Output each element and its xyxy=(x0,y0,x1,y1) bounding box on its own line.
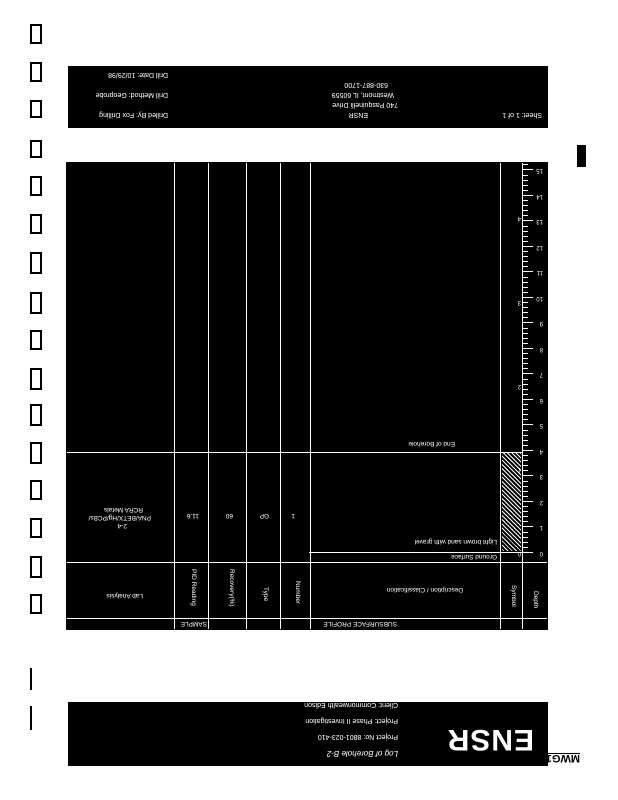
depth-tick xyxy=(523,511,528,512)
depth-tick xyxy=(523,328,528,329)
margin-mark xyxy=(30,252,42,274)
bates-stamp: MWG13-15_45622 xyxy=(487,752,580,764)
depth-tick xyxy=(523,302,528,303)
margin-mark xyxy=(30,140,42,158)
depth-tick xyxy=(523,256,528,257)
depth-tick xyxy=(523,384,528,385)
description-column-header: Description / Classification xyxy=(386,586,463,593)
sample-number: 1 xyxy=(291,512,295,519)
depth-ft-label: 3 xyxy=(539,473,543,480)
type-column-header: Type xyxy=(262,587,269,602)
company-address-1: 740 Pasquinelli Drive xyxy=(332,101,398,108)
margin-mark xyxy=(30,442,42,464)
depth-tick xyxy=(523,333,528,334)
depth-tick xyxy=(523,266,528,267)
depth-tick xyxy=(523,307,528,308)
depth-ft-label: 4 xyxy=(539,448,543,454)
depth-tick xyxy=(523,552,533,553)
margin-mark xyxy=(30,292,42,314)
depth-tick xyxy=(523,282,528,283)
depth-tick xyxy=(523,246,533,247)
log-footer xyxy=(68,66,548,128)
depth-tick xyxy=(523,353,528,354)
depth-tick xyxy=(523,287,528,288)
depth-tick xyxy=(523,323,533,324)
depth-tick xyxy=(523,374,533,375)
company-phone: 630-887-1700 xyxy=(344,81,388,88)
depth-tick xyxy=(523,379,528,380)
depth-tick xyxy=(523,210,528,211)
depth-tick xyxy=(523,164,528,165)
drill-date: Drill Date: 10/29/98 xyxy=(108,71,168,78)
sample-group-header: SAMPLE xyxy=(180,620,207,627)
depth-tick xyxy=(523,409,528,410)
sample-recovery: 60 xyxy=(225,512,233,519)
depth-tick xyxy=(523,430,528,431)
log-table xyxy=(66,142,548,630)
depth-tick xyxy=(523,470,528,471)
depth-m-label: 3 xyxy=(517,299,521,306)
project-number: Project No: 8801-023-410 xyxy=(317,733,398,740)
depth-tick xyxy=(523,389,528,390)
layer-description: Light brown sand with gravel xyxy=(414,538,497,545)
depth-tick xyxy=(523,394,528,395)
depth-tick xyxy=(523,170,533,171)
depth-ft-label: 9 xyxy=(539,320,543,327)
depth-ft-label: 0 xyxy=(539,550,543,556)
borehole-log xyxy=(68,66,548,766)
depth-tick xyxy=(523,358,528,359)
margin-mark xyxy=(30,176,42,196)
depth-tick xyxy=(523,486,528,487)
margin-mark xyxy=(30,330,42,350)
depth-tick xyxy=(523,297,533,298)
depth-tick xyxy=(523,465,528,466)
project-info xyxy=(304,692,398,758)
depth-tick xyxy=(523,272,533,273)
margin-mark xyxy=(30,100,42,118)
margin-mark xyxy=(30,480,42,500)
depth-ft-label: 1 xyxy=(539,524,543,531)
depth-tick xyxy=(523,419,528,420)
depth-tick xyxy=(523,450,533,451)
ground-surface-label: Ground Surface xyxy=(451,553,497,560)
depth-tick xyxy=(523,476,533,477)
drill-method: Drill Method: Geoprobe xyxy=(95,91,168,98)
log-title: Log of Borehole B-2 xyxy=(326,749,398,758)
symbol-column-header: Symbol xyxy=(510,585,517,607)
depth-tick xyxy=(523,506,528,507)
depth-tick xyxy=(523,195,533,196)
depth-ft-label: 2 xyxy=(539,499,543,505)
margin-mark xyxy=(30,706,32,730)
depth-tick xyxy=(523,435,528,436)
depth-tick xyxy=(523,368,528,369)
depth-tick xyxy=(523,516,528,517)
depth-tick xyxy=(523,226,528,227)
depth-tick xyxy=(523,185,528,186)
depth-tick xyxy=(523,144,533,145)
depth-tick xyxy=(523,445,528,446)
depth-ft-label: 14 xyxy=(536,193,543,199)
depth-tick xyxy=(523,292,528,293)
depth-tick xyxy=(523,481,528,482)
depth-tick xyxy=(523,532,528,533)
depth-tick xyxy=(523,414,528,415)
lab-depth: 2-4 xyxy=(117,522,127,529)
depth-tick xyxy=(523,231,528,232)
depth-m-label: 2 xyxy=(517,382,521,389)
depth-ft-label: 13 xyxy=(536,218,543,225)
margin-mark xyxy=(30,368,42,390)
depth-tick xyxy=(523,190,528,191)
depth-tick xyxy=(523,261,528,262)
depth-ft-label: 6 xyxy=(539,397,543,403)
project-name: Project: Phase II Investigation xyxy=(305,717,398,724)
depth-tick xyxy=(523,175,528,176)
margin-mark xyxy=(30,594,42,614)
lab-analytes: PNA/BETX/Hg/PCBs/ xyxy=(88,514,151,521)
margin-mark xyxy=(30,214,42,234)
sample-pid: 11.6 xyxy=(186,512,199,519)
margin-mark xyxy=(30,668,32,690)
depth-tick xyxy=(523,425,533,426)
drilled-by: Drilled By: Fox Drilling xyxy=(99,111,168,118)
margin-mark xyxy=(30,62,42,82)
depth-tick xyxy=(523,455,528,456)
sample-type: GP xyxy=(259,512,269,519)
depth-tick xyxy=(523,491,528,492)
sheet-number: Sheet: 1 of 1 xyxy=(502,111,542,118)
margin-mark xyxy=(30,404,42,426)
depth-tick xyxy=(523,404,528,405)
depth-tick xyxy=(523,460,528,461)
depth-tick xyxy=(523,215,528,216)
depth-m-label: 1 xyxy=(517,466,521,473)
depth-tick xyxy=(523,205,528,206)
margin-mark xyxy=(577,145,586,167)
depth-tick xyxy=(523,501,533,502)
depth-tick xyxy=(523,338,528,339)
depth-tick xyxy=(523,521,528,522)
depth-ft-label: 16 xyxy=(536,142,543,148)
depth-column-header: Depth xyxy=(532,591,539,609)
depth-tick xyxy=(523,159,528,160)
depth-tick xyxy=(523,154,528,155)
depth-ft-label: 5 xyxy=(539,422,543,429)
depth-ft-label: 10 xyxy=(536,295,543,301)
margin-mark xyxy=(30,518,42,538)
depth-tick xyxy=(523,348,533,349)
depth-tick xyxy=(523,251,528,252)
margin-mark xyxy=(30,556,42,578)
log-header xyxy=(68,702,548,766)
depth-tick xyxy=(523,542,528,543)
depth-tick xyxy=(523,440,528,441)
company-address-2: Westmont, IL 60559 xyxy=(331,91,394,98)
depth-tick xyxy=(523,312,528,313)
depth-tick xyxy=(523,236,528,237)
margin-mark xyxy=(30,24,42,44)
lab-column-header: Lab Analysis xyxy=(106,592,143,599)
depth-tick xyxy=(523,537,528,538)
depth-m-label: 0 xyxy=(517,550,521,556)
number-column-header: Number xyxy=(294,581,301,605)
depth-tick xyxy=(523,496,528,497)
ensr-logo: ENSR xyxy=(446,723,534,756)
depth-tick xyxy=(523,221,533,222)
depth-tick xyxy=(523,527,533,528)
depth-m-label: 4 xyxy=(517,215,521,222)
lab-metals: RCRA Metals xyxy=(103,506,143,513)
depth-tick xyxy=(523,180,528,181)
depth-tick xyxy=(523,149,528,150)
depth-tick xyxy=(523,343,528,344)
client-name: Client: Commonwealth Edison xyxy=(304,701,398,708)
depth-tick xyxy=(523,399,533,400)
depth-tick xyxy=(523,363,528,364)
depth-tick xyxy=(523,241,528,242)
depth-ft-label: 8 xyxy=(539,346,543,352)
depth-tick xyxy=(523,200,528,201)
depth-tick xyxy=(523,317,528,318)
depth-ft-label: 15 xyxy=(536,167,543,174)
depth-ft-label: 11 xyxy=(536,269,543,276)
company-name: ENSR xyxy=(348,111,368,118)
profile-group-header: SUBSURFACE PROFILE xyxy=(323,620,397,627)
end-of-borehole: End of Borehole xyxy=(408,440,455,447)
depth-ft-label: 7 xyxy=(539,371,543,378)
depth-tick xyxy=(523,547,528,548)
pid-column-header: PID Reading xyxy=(190,569,197,606)
depth-tick xyxy=(523,277,528,278)
depth-ft-label: 12 xyxy=(536,244,543,250)
recovery-column-header: Recovery(%) xyxy=(228,569,235,607)
